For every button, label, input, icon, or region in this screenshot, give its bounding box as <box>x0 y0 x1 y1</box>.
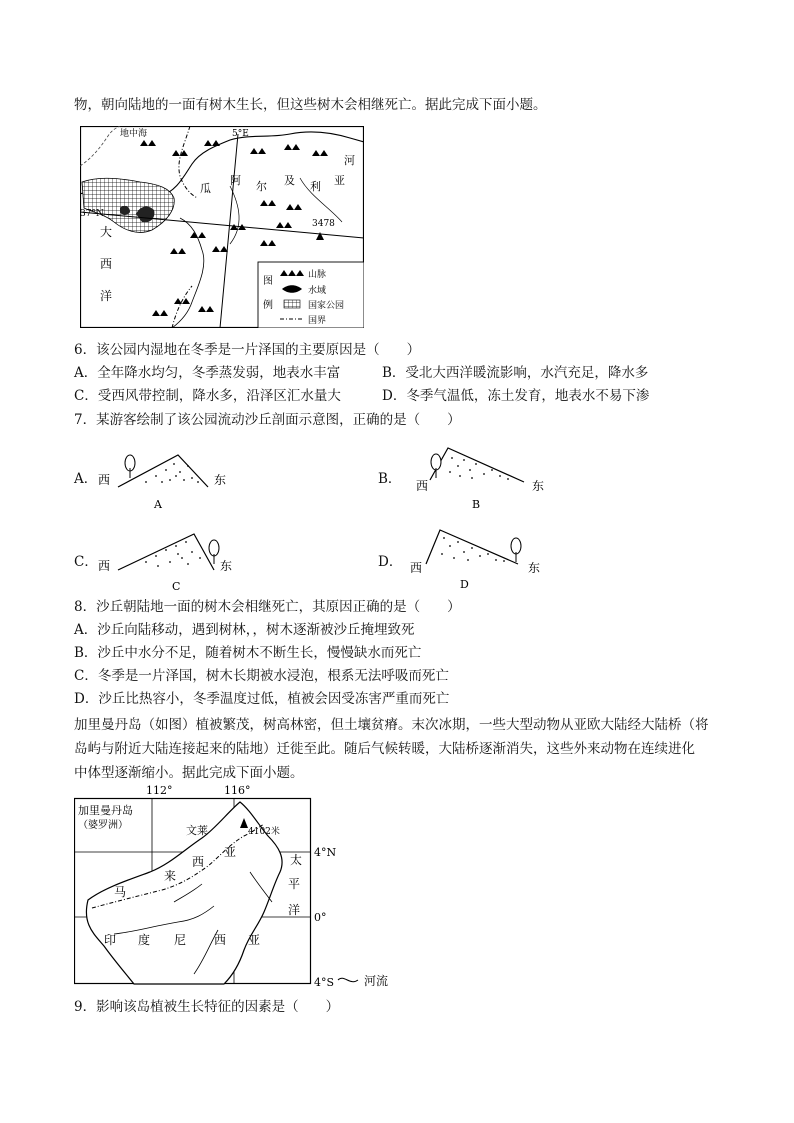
place-char: 河 <box>344 154 355 167</box>
country-char: 尔 <box>256 180 267 193</box>
q8-option-c[interactable]: C．冬季是一片泽国，树木长期被水浸泡，根系无法呼吸而死亡 <box>74 668 449 684</box>
latitude-label: 4°S <box>314 976 335 989</box>
q9-stem: 9．影响该岛植被生长特征的因素是（ ） <box>74 999 340 1015</box>
q6-option-c[interactable]: C．受西风带控制，降水多，沿泽区汇水量大 <box>74 388 341 404</box>
country-char: 利 <box>310 180 321 193</box>
legend-park: 国家公园 <box>308 301 345 311</box>
dune-diagram-a[interactable] <box>96 450 246 512</box>
longitude-label: 112° <box>146 784 173 797</box>
ocean-char: 太 <box>290 853 303 867</box>
ocean-char: 平 <box>288 877 301 891</box>
country-char: 来 <box>164 869 177 883</box>
q8-option-a[interactable]: A．沙丘向陆移动，遇到树林，，树木逐渐被沙丘掩埋致死 <box>74 622 415 638</box>
q6-option-b[interactable]: B．受北大西洋暖流影响，水汽充足，降水多 <box>382 365 649 381</box>
latitude-label: 0° <box>314 911 327 924</box>
meridian-label: 5°E <box>232 129 249 139</box>
tree-icon <box>209 540 219 564</box>
borneo-map <box>74 784 414 994</box>
mountain-legend-icon <box>280 270 304 276</box>
west-label: 西 <box>416 479 429 493</box>
country-char: 度 <box>138 933 151 947</box>
q6-stem: 6．该公园内湿地在冬季是一片泽国的主要原因是（ ） <box>74 342 421 358</box>
map-subtitle: （婆罗洲） <box>78 820 128 831</box>
west-label: 西 <box>98 473 111 487</box>
dune-diagram-d[interactable] <box>408 526 558 592</box>
east-label: 东 <box>528 561 541 575</box>
country-char: 亚 <box>248 933 261 947</box>
legend-char: 例 <box>263 300 273 311</box>
option-label: B <box>472 498 481 511</box>
map-title: 加里曼丹岛 <box>78 804 133 817</box>
east-label: 东 <box>220 559 233 573</box>
q7-option-b-letter[interactable]: B． <box>378 471 402 487</box>
parallel-label: 37°N <box>80 209 104 219</box>
intro-text: 物，朝向陆地的一面有树木生长，但这些树木会相继死亡。据此完成下面小题。 <box>74 97 547 113</box>
legend-water: 水域 <box>308 286 327 296</box>
passage-line-2: 岛屿与附近大陆连接起来的陆地）迁徙至此。随后气候转暖，大陆桥逐渐消失，这些外来动物在连续进化 <box>74 741 695 757</box>
q7-option-c-letter[interactable]: C． <box>74 554 98 570</box>
country-char: 亚 <box>334 174 345 187</box>
west-label: 西 <box>410 561 423 575</box>
q8-option-d[interactable]: D．沙丘比热容小，冬季温度过低，植被会因受冻害严重而死亡 <box>74 691 450 707</box>
country-char: 及 <box>284 174 295 187</box>
sand-dots <box>145 541 201 567</box>
country-char: 尼 <box>174 933 187 947</box>
country-char: 亚 <box>224 845 237 859</box>
q7-option-d-letter[interactable]: D． <box>378 554 403 570</box>
country-char: 西 <box>192 855 205 869</box>
q7-option-a-letter[interactable]: A． <box>74 471 98 487</box>
option-label: C <box>172 580 181 592</box>
longitude-label: 116° <box>224 784 251 797</box>
q7-stem: 7．某游客绘制了该公园流动沙丘剖面示意图，正确的是（ ） <box>74 412 461 428</box>
algeria-park-map <box>80 126 364 328</box>
sand-dots <box>145 463 199 483</box>
east-label: 东 <box>214 473 227 487</box>
latitude-label: 4°N <box>314 846 337 859</box>
option-label: D <box>460 578 469 591</box>
river-legend-icon <box>338 978 358 981</box>
q6-option-d[interactable]: D．冬季气温低，冻土发育，地表水不易下渗 <box>382 388 650 404</box>
west-label: 西 <box>98 559 111 573</box>
ocean-char: 洋 <box>288 903 301 917</box>
legend-mountain: 山脉 <box>308 270 327 280</box>
q8-stem: 8．沙丘朝陆地一面的树木会相继死亡，其原因正确的是（ ） <box>74 599 461 615</box>
ocean-char: 洋 <box>100 289 113 303</box>
east-label: 东 <box>532 479 545 493</box>
ocean-char: 西 <box>100 257 113 271</box>
park-legend-icon <box>284 300 300 308</box>
q8-option-b[interactable]: B．沙丘中水分不足，随着树木不断生长，慢慢缺水而死亡 <box>74 645 422 661</box>
dune-diagram-b[interactable] <box>412 446 572 514</box>
river-legend-label: 河流 <box>364 974 389 988</box>
country-char: 阿 <box>230 174 241 187</box>
tree-icon <box>125 455 135 478</box>
q6-option-a[interactable]: A．全年降水均匀，冬季蒸发弱，地表水丰富 <box>74 365 341 381</box>
dune-diagram-c[interactable] <box>96 528 246 592</box>
country-char: 西 <box>214 933 227 947</box>
brunei-label: 文莱 <box>186 824 208 837</box>
passage-line-1: 加里曼丹岛（如图）植被繁茂，树高林密，但土壤贫瘠。末次冰期，一些大型动物从亚欧大陆经大陆桥（将 <box>74 717 709 733</box>
legend-char: 图 <box>263 276 273 287</box>
ocean-char: 大 <box>100 225 113 239</box>
tree-icon <box>511 538 521 562</box>
country-char: 印 <box>104 933 117 947</box>
passage-line-3: 中体型逐渐缩小。据此完成下面小题。 <box>74 765 304 781</box>
sand-dots <box>441 537 505 562</box>
sea-label: 地中海 <box>120 129 148 139</box>
peak-label: 3478 <box>312 219 335 229</box>
option-label: A <box>154 498 162 511</box>
country-char: 马 <box>114 885 127 899</box>
place-char: 瓜 <box>200 182 211 195</box>
legend-border: 国界 <box>308 316 327 326</box>
peak-label: 4102米 <box>248 827 280 837</box>
sand-dots <box>449 457 509 480</box>
